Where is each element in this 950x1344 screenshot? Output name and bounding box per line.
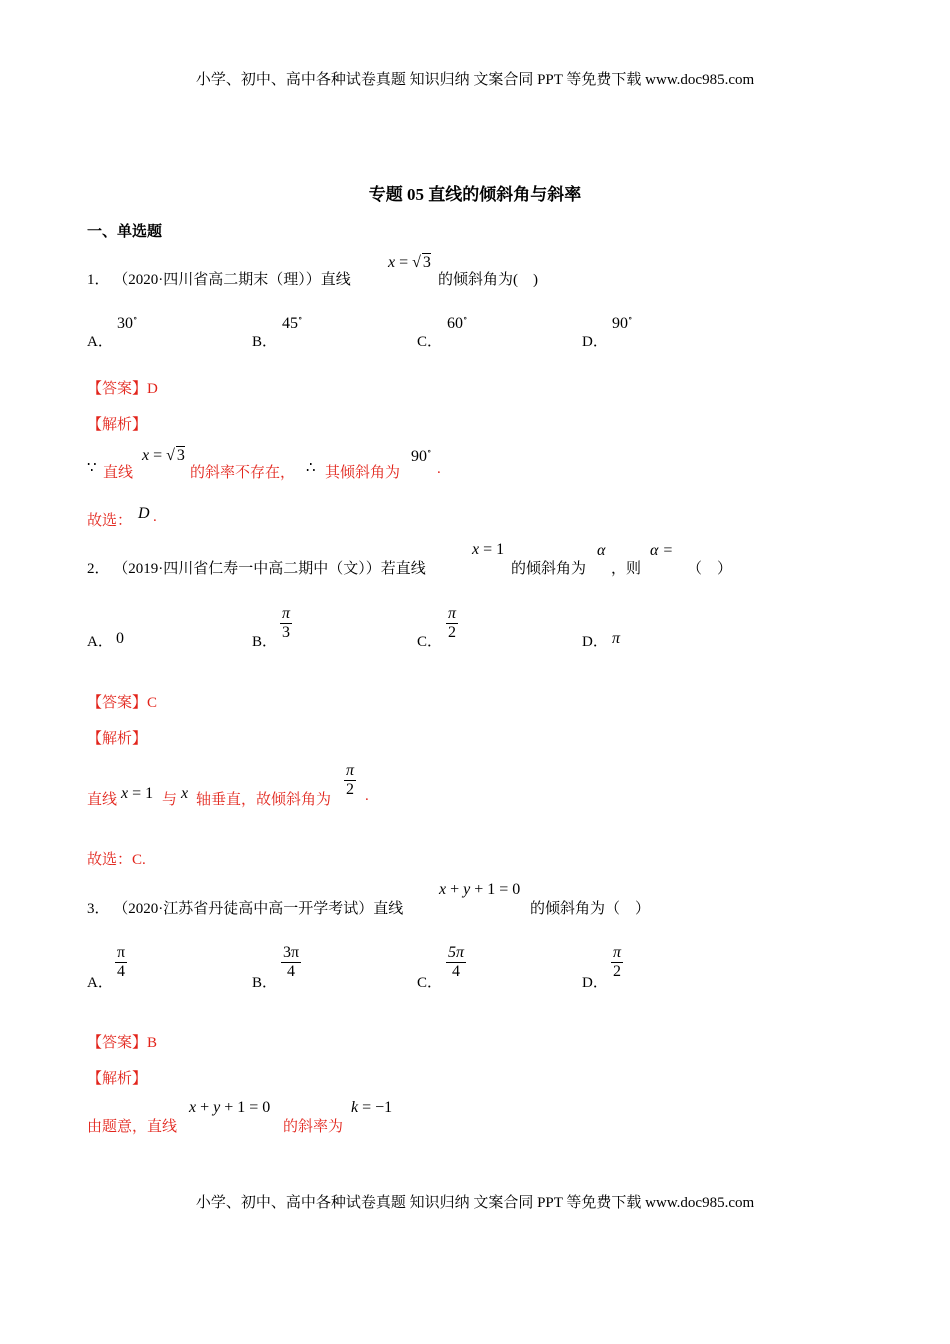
q3-option-c-fraction: $\frac{5\pi}{4}$ [448,944,465,981]
question-3 [87,897,403,918]
q2-option-d-value: π [612,630,621,647]
q2-line-equation: x = 1 [121,785,154,802]
because-symbol: ∵ [87,460,97,476]
q2-option-b-fraction: $\frac{\pi}{3}$ [282,605,291,642]
q1-line-prefix: 直线 [103,465,134,481]
page-title: 专题 05 直线的倾斜角与斜率 [368,185,582,204]
q3-tail: 的倾斜角为（ ） [530,901,651,917]
question-number: 1． [87,272,110,288]
q3-option-b-fraction: $\frac{3\pi}{4}$ [283,944,300,981]
q2-analysis-label: 【解析】 [87,731,148,747]
q1-option-d-letter: D． [582,334,608,350]
q3-analysis-label: 【解析】 [87,1071,148,1087]
q2-choice: 故选：C. [87,852,146,868]
q1-line-suffix: 其倾斜角为 [325,465,401,481]
q3-answer: 【答案】B [87,1035,158,1051]
q3-option-d-fraction: $\frac{\pi}{2}$ [613,944,622,981]
q3-option-d-letter: D． [582,975,608,991]
q1-analysis-label: 【解析】 [87,417,148,433]
q2-option-a-letter: A． [87,634,113,650]
q1-equation: x = √ 3 [388,254,431,271]
q2-option-c-fraction: $\frac{\pi}{2}$ [448,605,457,642]
q1-answer: 【答案】D [87,381,158,397]
question-1 [87,268,351,289]
q3-option-b-letter: B． [252,975,278,991]
question-number: 3． [87,901,110,917]
section-heading: 一、单选题 [87,224,163,240]
q1-line-mid: 的斜率不存在， [190,465,296,481]
question-source: （2020·江苏省丹徒高中高一开学考试）直线 [113,901,404,917]
q1-option-b-letter: B． [252,334,278,350]
q1-option-a-value: 30∘ [117,313,138,332]
q1-choice: D [138,505,150,522]
q2-comma: ，则 [611,561,642,577]
q2-option-a-value: 0 [116,630,124,647]
q1-option-d-value: 90∘ [612,313,633,332]
q2-mid: 的倾斜角为 [511,561,587,577]
q1-tail: 的倾斜角为( ) [438,272,538,288]
q3-option-c-letter: C． [417,975,443,991]
q3-line-prefix: 由题意，直线 [87,1119,178,1135]
q1-line-value: 90∘ [411,446,432,465]
question-number: 2． [87,561,110,577]
q2-line-fraction: $\frac{\pi}{2}$ [346,762,355,799]
q3-line-mid: 的斜率为 [283,1119,344,1135]
q1-option-c-letter: C． [417,334,443,350]
question-2 [87,557,426,578]
q2-option-c-letter: C． [417,634,443,650]
q2-option-d-letter: D． [582,634,608,650]
q1-line-end: . [437,461,441,477]
q2-line-mid2: 轴垂直，故倾斜角为 [196,792,332,808]
q3-line-equation: x + y + 1 = 0 [189,1099,271,1116]
q2-answer: 【答案】C [87,695,158,711]
question-source: （2020·四川省高二期末（理））直线 [113,272,351,288]
q1-choice-end: . [153,509,157,525]
q3-option-a-fraction: $\frac{\pi}{4}$ [117,944,126,981]
q1-option-a-letter: A． [87,334,113,350]
q3-equation: x + y + 1 = 0 [439,881,521,898]
q2-line-mid: 与 [162,792,178,808]
q1-option-b-value: 45∘ [282,313,303,332]
q2-line-prefix: 直线 [87,792,118,808]
q3-option-a-letter: A． [87,975,113,991]
q1-option-c-value: 60∘ [447,313,468,332]
q2-paren: （ ） [687,561,733,577]
q2-alpha: α [597,542,606,559]
q3-line-k: k = −1 [351,1099,393,1116]
page-footer: 小学、初中、高中各种试卷真题 知识归纳 文案合同 PPT 等免费下载 www.doc985.com [195,1195,755,1211]
q2-alpha-eq: α = [650,542,674,559]
q2-line-x: x [181,785,189,802]
q1-line-equation: x = √ 3 [142,447,185,464]
question-source: （2019·四川省仁寿一中高二期中（文））若直线 [113,561,426,577]
q1-choice-prefix: 故选： [87,513,133,529]
page-header: 小学、初中、高中各种试卷真题 知识归纳 文案合同 PPT 等免费下载 www.doc985.com [195,72,755,88]
therefore-symbol: ∴ [306,460,316,476]
q2-equation: x = 1 [472,541,505,558]
q2-line-end: . [365,788,369,804]
q2-option-b-letter: B． [252,634,278,650]
